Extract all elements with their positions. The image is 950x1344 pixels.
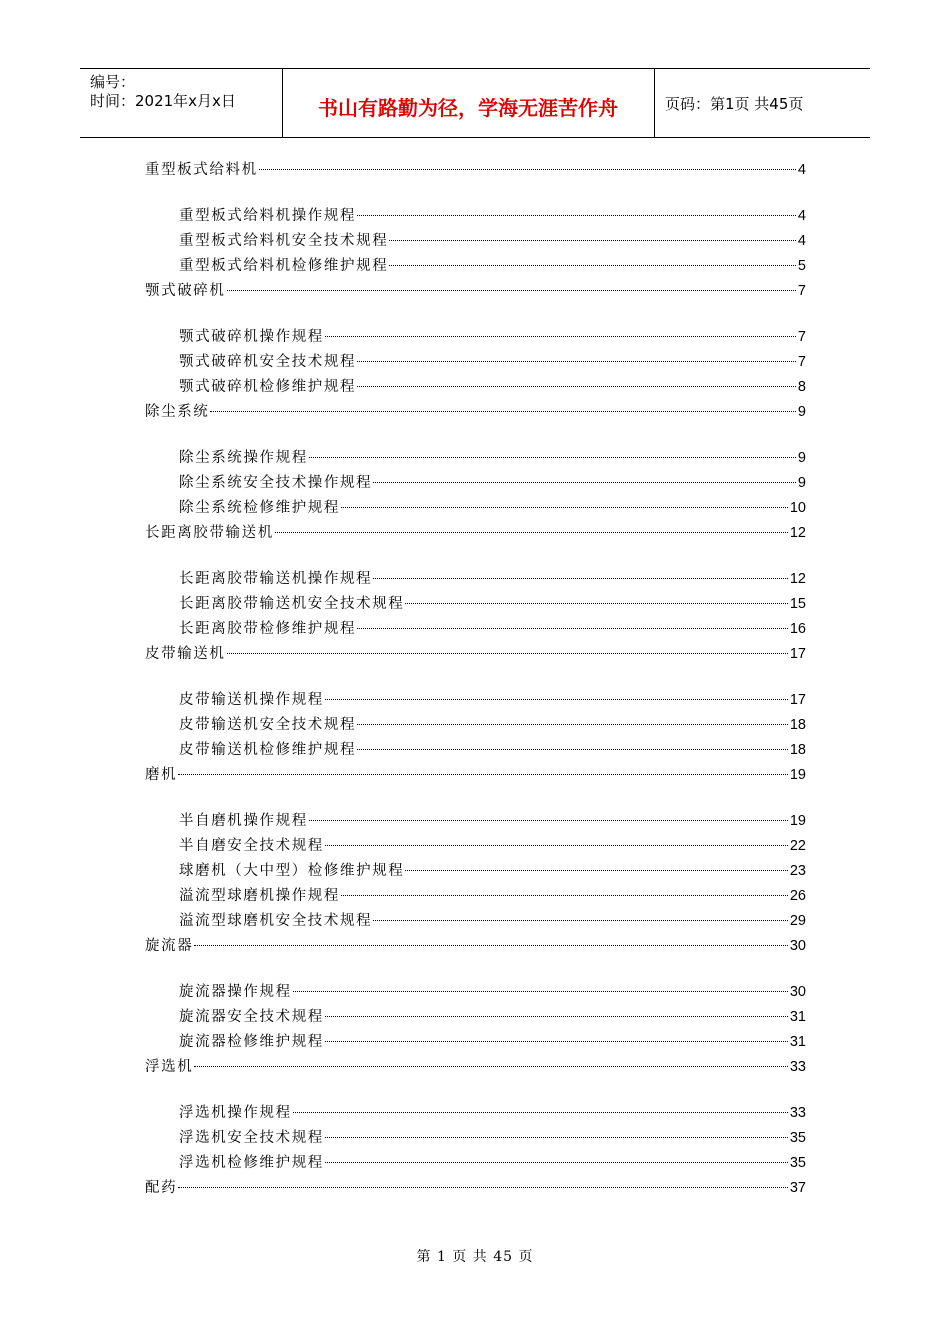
- toc-entry-page-number: 4: [797, 208, 806, 224]
- toc-entry-title: 重型板式给料机检修维护规程: [179, 258, 389, 274]
- toc-section-entry[interactable]: [145, 765, 806, 785]
- toc-entry-page-number: 31: [789, 1034, 806, 1050]
- toc-entry-title: 皮带输送机: [145, 646, 226, 662]
- toc-entry-page-number: 18: [789, 717, 806, 733]
- toc-entry-title: 溢流型球磨机操作规程: [179, 888, 340, 904]
- toc-entry-title: 除尘系统: [145, 404, 210, 420]
- toc-subsection-entry[interactable]: [179, 740, 806, 760]
- toc-entry-title: 长距离胶带输送机安全技术规程: [179, 596, 405, 612]
- toc-subsection-entry[interactable]: [179, 811, 806, 831]
- toc-entry-title: 溢流型球磨机安全技术规程: [179, 913, 373, 929]
- toc-entry-title: 配药: [145, 1180, 178, 1196]
- toc-dot-leader: [309, 456, 796, 458]
- toc-entry-page-number: 18: [789, 742, 806, 758]
- toc-dot-leader: [325, 1040, 788, 1042]
- toc-subsection-entry[interactable]: [179, 498, 806, 518]
- toc-section-entry[interactable]: [145, 402, 806, 422]
- toc-entry-page-number: 22: [789, 838, 806, 854]
- toc-entry-title: 除尘系统安全技术操作规程: [179, 475, 373, 491]
- toc-dot-leader: [357, 385, 796, 387]
- toc-entry-page-number: 30: [789, 984, 806, 1000]
- toc-dot-leader: [405, 869, 787, 871]
- toc-entry-page-number: 19: [789, 813, 806, 829]
- toc-entry-page-number: 4: [797, 162, 806, 178]
- header-page-info: 页码：第1页 共45页: [665, 95, 804, 113]
- toc-entry-page-number: 9: [797, 475, 806, 491]
- toc-dot-leader: [357, 627, 788, 629]
- toc-subsection-entry[interactable]: [179, 982, 806, 1002]
- toc-subsection-entry[interactable]: [179, 886, 806, 906]
- toc-dot-leader: [325, 335, 796, 337]
- toc-dot-leader: [357, 748, 788, 750]
- toc-subsection-entry[interactable]: [179, 619, 806, 639]
- toc-entry-page-number: 7: [797, 283, 806, 299]
- toc-entry-title: 浮选机操作规程: [179, 1105, 292, 1121]
- toc-entry-title: 半自磨机操作规程: [179, 813, 308, 829]
- toc-subsection-entry[interactable]: [179, 569, 806, 589]
- toc-subsection-entry[interactable]: [179, 1153, 806, 1173]
- toc-subsection-entry[interactable]: [179, 256, 806, 276]
- toc-entry-page-number: 15: [789, 596, 806, 612]
- toc-entry-title: 旋流器安全技术规程: [179, 1009, 324, 1025]
- toc-entry-title: 旋流器检修维护规程: [179, 1034, 324, 1050]
- toc-entry-page-number: 23: [789, 863, 806, 879]
- toc-dot-leader: [405, 602, 787, 604]
- toc-entry-page-number: 7: [797, 329, 806, 345]
- toc-entry-page-number: 37: [789, 1180, 806, 1196]
- toc-entry-page-number: 16: [789, 621, 806, 637]
- toc-entry-title: 皮带输送机操作规程: [179, 692, 324, 708]
- toc-entry-page-number: 7: [797, 354, 806, 370]
- toc-dot-leader: [293, 990, 788, 992]
- toc-dot-leader: [227, 652, 788, 654]
- toc-entry-page-number: 8: [797, 379, 806, 395]
- toc-entry-page-number: 9: [797, 404, 806, 420]
- toc-entry-page-number: 33: [789, 1059, 806, 1075]
- toc-entry-title: 浮选机检修维护规程: [179, 1155, 324, 1171]
- toc-section-entry[interactable]: [145, 936, 806, 956]
- toc-dot-leader: [325, 1136, 788, 1138]
- toc-entry-page-number: 9: [797, 450, 806, 466]
- toc-subsection-entry[interactable]: [179, 594, 806, 614]
- toc-entry-title: 长距离胶带输送机操作规程: [179, 571, 373, 587]
- toc-dot-leader: [210, 410, 796, 412]
- toc-entry-title: 颚式破碎机检修维护规程: [179, 379, 357, 395]
- toc-subsection-entry[interactable]: [179, 1103, 806, 1123]
- toc-subsection-entry[interactable]: [179, 690, 806, 710]
- toc-entry-title: 除尘系统检修维护规程: [179, 500, 340, 516]
- toc-subsection-entry[interactable]: [179, 206, 806, 226]
- toc-dot-leader: [373, 919, 788, 921]
- document-number-label: 编号：: [90, 73, 136, 91]
- toc-section-entry[interactable]: [145, 281, 806, 301]
- toc-entry-page-number: 35: [789, 1130, 806, 1146]
- toc-dot-leader: [341, 506, 788, 508]
- toc-entry-title: 长距离胶带输送机: [145, 525, 274, 541]
- toc-dot-leader: [389, 264, 796, 266]
- toc-entry-page-number: 29: [789, 913, 806, 929]
- toc-subsection-entry[interactable]: [179, 473, 806, 493]
- toc-subsection-entry[interactable]: [179, 231, 806, 251]
- toc-entry-page-number: 12: [789, 525, 806, 541]
- toc-entry-title: 皮带输送机检修维护规程: [179, 742, 357, 758]
- toc-entry-title: 旋流器: [145, 938, 194, 954]
- toc-entry-title: 浮选机安全技术规程: [179, 1130, 324, 1146]
- toc-entry-page-number: 5: [797, 258, 806, 274]
- toc-section-entry[interactable]: [145, 523, 806, 543]
- document-date-label: 时间：2021年x月x日: [90, 92, 236, 110]
- toc-entry-title: 重型板式给料机: [145, 162, 258, 178]
- header-motto: 书山有路勤为径，学海无涯苦作舟: [318, 96, 618, 120]
- toc-entry-page-number: 4: [797, 233, 806, 249]
- toc-dot-leader: [293, 1111, 788, 1113]
- toc-subsection-entry[interactable]: [179, 1007, 806, 1027]
- header-page-cell: [655, 69, 870, 137]
- toc-subsection-entry[interactable]: [179, 352, 806, 372]
- toc-section-entry[interactable]: [145, 1178, 806, 1198]
- toc-entry-page-number: 30: [789, 938, 806, 954]
- toc-dot-leader: [357, 723, 788, 725]
- toc-dot-leader: [325, 844, 788, 846]
- header-motto-cell: [282, 69, 655, 137]
- toc-section-entry[interactable]: [145, 160, 806, 180]
- toc-entry-title: 长距离胶带检修维护规程: [179, 621, 357, 637]
- toc-entry-title: 球磨机（大中型）检修维护规程: [179, 863, 405, 879]
- toc-entry-title: 磨机: [145, 767, 178, 783]
- toc-dot-leader: [373, 577, 788, 579]
- toc-entry-page-number: 10: [789, 500, 806, 516]
- toc-entry-page-number: 26: [789, 888, 806, 904]
- toc-dot-leader: [325, 1015, 788, 1017]
- toc-subsection-entry[interactable]: [179, 861, 806, 881]
- toc-dot-leader: [389, 239, 796, 241]
- toc-subsection-entry[interactable]: [179, 377, 806, 397]
- toc-dot-leader: [357, 214, 796, 216]
- toc-entry-page-number: 19: [789, 767, 806, 783]
- toc-dot-leader: [325, 698, 788, 700]
- toc-entry-title: 颚式破碎机安全技术规程: [179, 354, 357, 370]
- toc-entry-page-number: 17: [789, 646, 806, 662]
- toc-dot-leader: [194, 944, 788, 946]
- toc-entry-title: 重型板式给料机安全技术规程: [179, 233, 389, 249]
- toc-entry-page-number: 17: [789, 692, 806, 708]
- toc-subsection-entry[interactable]: [179, 448, 806, 468]
- toc-dot-leader: [325, 1161, 788, 1163]
- toc-entry-title: 颚式破碎机: [145, 283, 226, 299]
- toc-subsection-entry[interactable]: [179, 1032, 806, 1052]
- toc-entry-page-number: 35: [789, 1155, 806, 1171]
- toc-entry-title: 重型板式给料机操作规程: [179, 208, 357, 224]
- toc-subsection-entry[interactable]: [179, 327, 806, 347]
- toc-entry-page-number: 33: [789, 1105, 806, 1121]
- toc-subsection-entry[interactable]: [179, 911, 806, 931]
- toc-dot-leader: [275, 531, 788, 533]
- toc-dot-leader: [309, 819, 788, 821]
- toc-dot-leader: [194, 1065, 788, 1067]
- toc-entry-page-number: 31: [789, 1009, 806, 1025]
- toc-entry-title: 颚式破碎机操作规程: [179, 329, 324, 345]
- header-info-cell: [80, 69, 283, 137]
- toc-dot-leader: [341, 894, 788, 896]
- toc-subsection-entry[interactable]: [179, 836, 806, 856]
- toc-entry-title: 皮带输送机安全技术规程: [179, 717, 357, 733]
- toc-entry-title: 除尘系统操作规程: [179, 450, 308, 466]
- toc-entry-title: 旋流器操作规程: [179, 984, 292, 1000]
- toc-dot-leader: [178, 773, 788, 775]
- toc-dot-leader: [227, 289, 796, 291]
- toc-entry-page-number: 12: [789, 571, 806, 587]
- page-footer: 第 1 页 共 45 页: [416, 1249, 534, 1265]
- toc-subsection-entry[interactable]: [179, 715, 806, 735]
- toc-entry-title: 浮选机: [145, 1059, 194, 1075]
- document-header: [80, 68, 870, 138]
- toc-dot-leader: [259, 168, 796, 170]
- toc-dot-leader: [373, 481, 796, 483]
- toc-dot-leader: [357, 360, 796, 362]
- toc-subsection-entry[interactable]: [179, 1128, 806, 1148]
- toc-dot-leader: [178, 1186, 788, 1188]
- toc-section-entry[interactable]: [145, 644, 806, 664]
- toc-section-entry[interactable]: [145, 1057, 806, 1077]
- toc-entry-title: 半自磨安全技术规程: [179, 838, 324, 854]
